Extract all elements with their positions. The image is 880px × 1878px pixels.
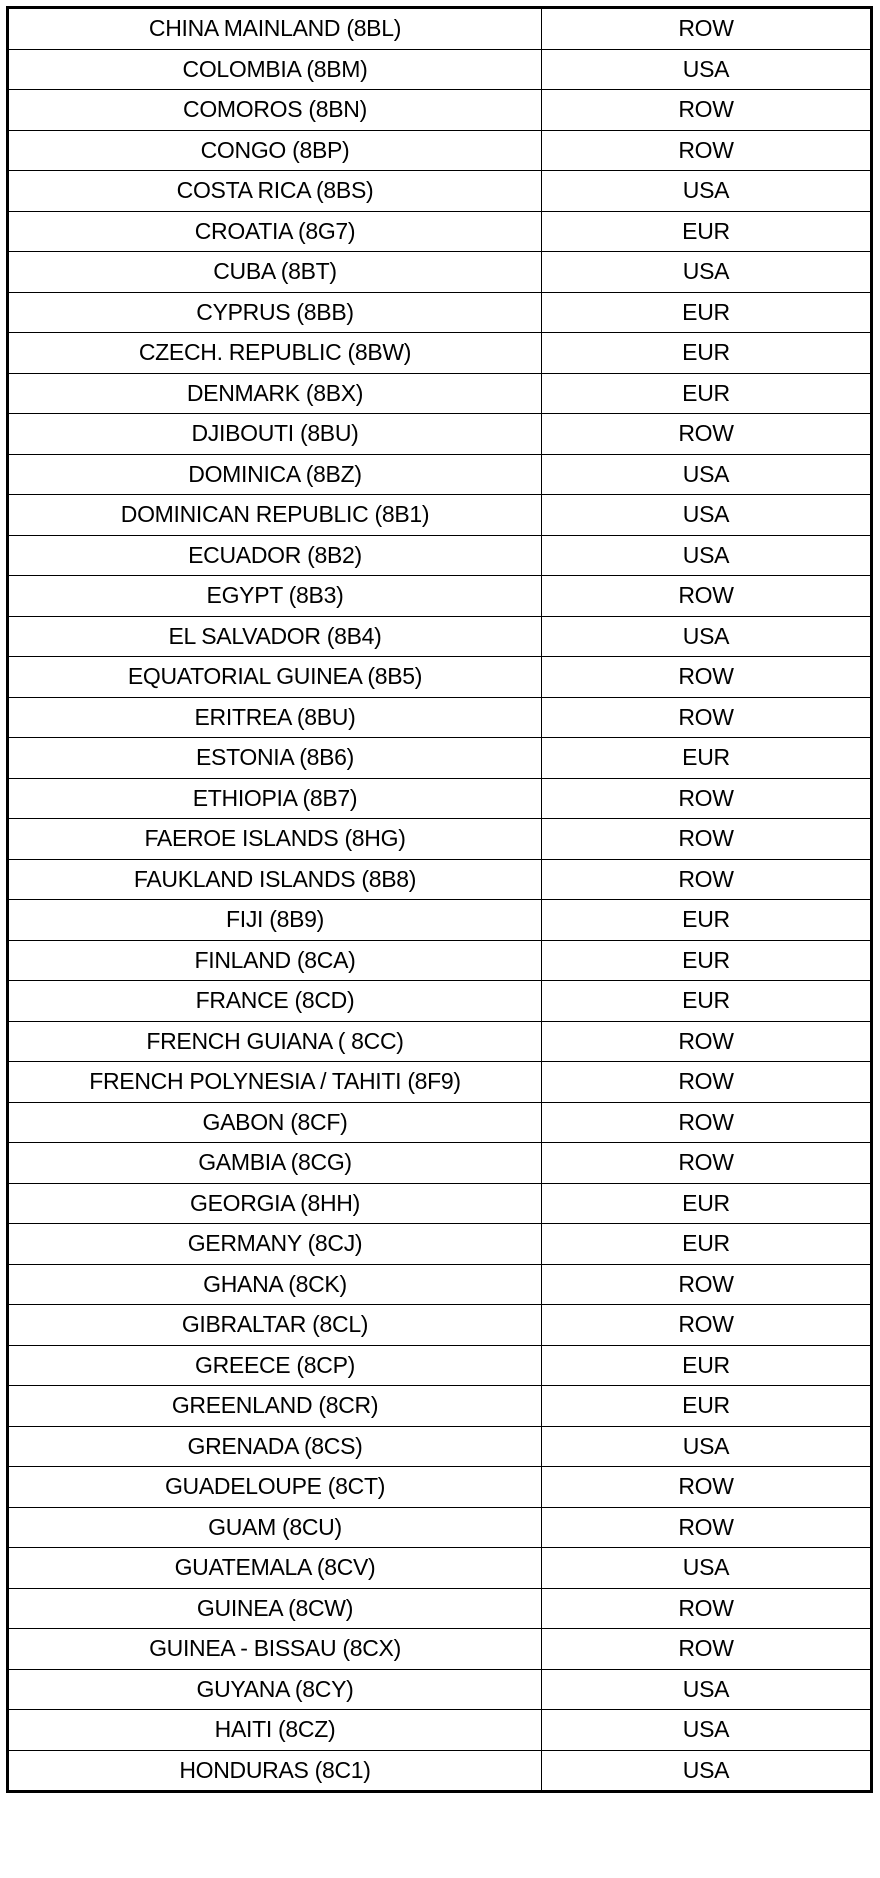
country-cell: CHINA MAINLAND (8BL) [8,8,542,50]
region-cell: ROW [542,1467,872,1508]
region-cell: ROW [542,1102,872,1143]
country-cell: GREENLAND (8CR) [8,1386,542,1427]
region-cell: ROW [542,90,872,131]
country-cell: FINLAND (8CA) [8,940,542,981]
table-row [8,697,872,738]
region-cell: ROW [542,8,872,50]
table-row [8,1224,872,1265]
region-cell: USA [542,49,872,90]
region-cell: ROW [542,414,872,455]
country-cell: FRENCH POLYNESIA / TAHITI (8F9) [8,1062,542,1103]
table-row [8,252,872,293]
region-cell: ROW [542,657,872,698]
region-cell: ROW [542,697,872,738]
country-region-table [6,6,873,1793]
table-row [8,1345,872,1386]
country-cell: GUINEA (8CW) [8,1588,542,1629]
table-row [8,1183,872,1224]
table-row [8,576,872,617]
country-cell: GERMANY (8CJ) [8,1224,542,1265]
table-row [8,1143,872,1184]
region-cell: ROW [542,819,872,860]
country-cell: GREECE (8CP) [8,1345,542,1386]
country-cell: GAMBIA (8CG) [8,1143,542,1184]
table-row [8,981,872,1022]
table-row [8,859,872,900]
country-cell: ECUADOR (8B2) [8,535,542,576]
country-cell: COSTA RICA (8BS) [8,171,542,212]
region-cell: ROW [542,1629,872,1670]
region-cell: USA [542,535,872,576]
table-row [8,1669,872,1710]
country-cell: EL SALVADOR (8B4) [8,616,542,657]
country-cell: GEORGIA (8HH) [8,1183,542,1224]
region-cell: ROW [542,1588,872,1629]
table-row [8,535,872,576]
region-cell: ROW [542,1143,872,1184]
region-cell: USA [542,1710,872,1751]
region-cell: EUR [542,940,872,981]
country-cell: GHANA (8CK) [8,1264,542,1305]
table-row [8,1386,872,1427]
table-row [8,1264,872,1305]
country-cell: COMOROS (8BN) [8,90,542,131]
table-row [8,1467,872,1508]
table-row [8,738,872,779]
table-row [8,940,872,981]
table-row [8,90,872,131]
region-cell: ROW [542,778,872,819]
table-row [8,8,872,50]
country-cell: CZECH. REPUBLIC (8BW) [8,333,542,374]
region-cell: USA [542,454,872,495]
region-cell: USA [542,1669,872,1710]
table-row [8,373,872,414]
country-cell: ESTONIA (8B6) [8,738,542,779]
region-cell: USA [542,171,872,212]
table-body [8,8,872,1792]
table-row [8,1305,872,1346]
country-cell: GUADELOUPE (8CT) [8,1467,542,1508]
country-cell: FAEROE ISLANDS (8HG) [8,819,542,860]
region-cell: ROW [542,1264,872,1305]
country-cell: GUYANA (8CY) [8,1669,542,1710]
country-cell: EGYPT (8B3) [8,576,542,617]
table-row [8,414,872,455]
country-cell: DOMINICAN REPUBLIC (8B1) [8,495,542,536]
country-cell: GRENADA (8CS) [8,1426,542,1467]
table-row [8,1426,872,1467]
region-cell: EUR [542,1386,872,1427]
country-cell: ETHIOPIA (8B7) [8,778,542,819]
table-row [8,454,872,495]
country-cell: GIBRALTAR (8CL) [8,1305,542,1346]
country-cell: CONGO (8BP) [8,130,542,171]
country-cell: DJIBOUTI (8BU) [8,414,542,455]
region-cell: EUR [542,373,872,414]
country-cell: DENMARK (8BX) [8,373,542,414]
table-row [8,211,872,252]
region-cell: EUR [542,981,872,1022]
region-cell: EUR [542,292,872,333]
table-row [8,1710,872,1751]
table-row [8,1750,872,1792]
table-row [8,130,872,171]
table-row [8,1548,872,1589]
country-cell: FRENCH GUIANA ( 8CC) [8,1021,542,1062]
table-row [8,333,872,374]
region-cell: ROW [542,1021,872,1062]
table-row [8,657,872,698]
country-cell: CROATIA (8G7) [8,211,542,252]
region-cell: ROW [542,1062,872,1103]
country-cell: GUINEA - BISSAU (8CX) [8,1629,542,1670]
region-cell: USA [542,252,872,293]
table-row [8,1021,872,1062]
region-cell: USA [542,1426,872,1467]
country-cell: HONDURAS (8C1) [8,1750,542,1792]
table-row [8,1588,872,1629]
region-cell: ROW [542,576,872,617]
country-cell: GUATEMALA (8CV) [8,1548,542,1589]
country-cell: FAUKLAND ISLANDS (8B8) [8,859,542,900]
country-cell: HAITI (8CZ) [8,1710,542,1751]
region-cell: USA [542,1548,872,1589]
region-cell: EUR [542,900,872,941]
table-row [8,1062,872,1103]
table-row [8,49,872,90]
region-cell: EUR [542,333,872,374]
region-cell: EUR [542,1224,872,1265]
table-row [8,778,872,819]
table-row [8,900,872,941]
country-cell: CUBA (8BT) [8,252,542,293]
country-cell: GUAM (8CU) [8,1507,542,1548]
region-cell: USA [542,1750,872,1792]
table-row [8,819,872,860]
region-cell: USA [542,616,872,657]
country-cell: FIJI (8B9) [8,900,542,941]
region-cell: EUR [542,1345,872,1386]
table-row [8,616,872,657]
table-row [8,292,872,333]
country-cell: GABON (8CF) [8,1102,542,1143]
region-cell: EUR [542,211,872,252]
region-cell: ROW [542,1507,872,1548]
region-cell: ROW [542,130,872,171]
region-cell: USA [542,495,872,536]
region-cell: ROW [542,859,872,900]
table-row [8,171,872,212]
region-cell: EUR [542,738,872,779]
region-cell: ROW [542,1305,872,1346]
country-cell: FRANCE (8CD) [8,981,542,1022]
country-cell: ERITREA (8BU) [8,697,542,738]
table-row [8,1629,872,1670]
region-cell: EUR [542,1183,872,1224]
country-cell: DOMINICA (8BZ) [8,454,542,495]
country-cell: EQUATORIAL GUINEA (8B5) [8,657,542,698]
table-row [8,495,872,536]
country-cell: CYPRUS (8BB) [8,292,542,333]
country-cell: COLOMBIA (8BM) [8,49,542,90]
table-row [8,1507,872,1548]
table-row [8,1102,872,1143]
